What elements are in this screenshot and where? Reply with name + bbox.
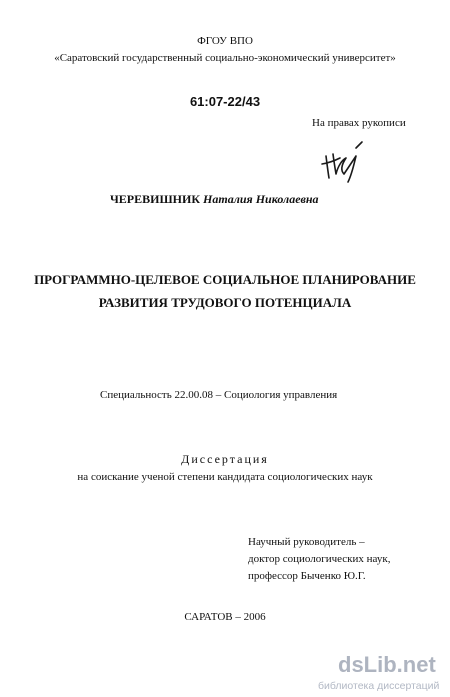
author-name (110, 192, 319, 207)
dissertation-title-line-1: ПРОГРАММНО-ЦЕЛЕВОЕ СОЦИАЛЬНОЕ ПЛАНИРОВАНИЕ (34, 272, 416, 287)
city-and-year: САРАТОВ – 2006 (184, 611, 266, 623)
organization-short-name: ФГОУ ВПО (197, 35, 253, 47)
document-type: Диссертация (181, 452, 269, 466)
handwritten-signature (318, 134, 366, 184)
advisor-line: Научный руководитель – (248, 536, 365, 548)
degree-description: на соискание ученой степени кандидата социологических наук (77, 471, 373, 483)
watermark-logo: dsLib.net (338, 652, 436, 677)
scientific-advisor (248, 534, 390, 585)
dissertation-title-line-2: РАЗВИТИЯ ТРУДОВОГО ПОТЕНЦИАЛА (98, 295, 352, 310)
organization-full-name: «Саратовский государственный социально-экономический университет» (54, 52, 396, 64)
document-code: 61:07-22/43 (189, 94, 261, 109)
author-surname: ЧЕРЕВИШНИК (110, 192, 201, 206)
author-given-names: Наталия Николаевна (203, 192, 319, 206)
specialty: Специальность 22.00.08 – Социология управления (100, 389, 338, 401)
rights-note: На правах рукописи (312, 117, 406, 129)
advisor-line: доктор социологических наук, (248, 553, 391, 565)
watermark-tagline: библиотека диссертаций (318, 680, 440, 692)
watermark (318, 652, 448, 697)
advisor-line: профессор Быченко Ю.Г. (248, 570, 366, 582)
